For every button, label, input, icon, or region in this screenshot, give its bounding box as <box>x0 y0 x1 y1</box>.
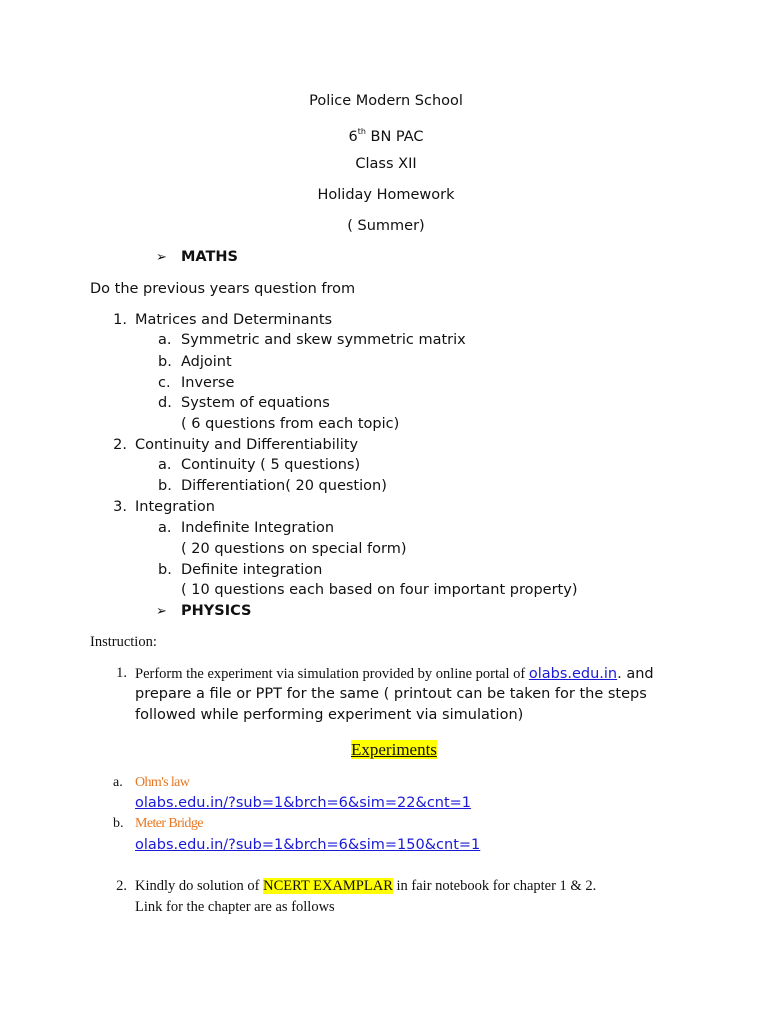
class-name: Class XII <box>355 156 417 172</box>
sub-letter: a. <box>158 520 172 536</box>
season-label: ( Summer) <box>347 218 425 234</box>
instruction-text: Kindly do solution of <box>135 878 264 894</box>
experiments-heading-text: Experiments <box>351 740 437 759</box>
instruction-1-line-2: prepare a file or PPT for the same ( printout can be taken for the steps <box>135 686 647 702</box>
subtopic: Inverse <box>181 375 235 391</box>
experiment-name: Ohm's law <box>135 775 190 790</box>
maths-heading: MATHS <box>181 249 238 265</box>
sub-letter: b. <box>158 562 172 578</box>
topic-title: Continuity and Differentiability <box>135 437 359 453</box>
battalion-number: 6 <box>348 128 358 145</box>
sub-letter: b. <box>158 354 172 370</box>
subtopic: System of equations <box>181 395 330 411</box>
instruction-text: Perform the experiment via simulation provided by online portal of <box>135 666 529 682</box>
topic-title: Matrices and Determinants <box>135 312 333 328</box>
school-name: Police Modern School <box>309 93 463 109</box>
instruction-text-suffix: in fair notebook for chapter 1 & 2. <box>392 878 597 894</box>
maths-intro: Do the previous years question from <box>90 281 356 297</box>
topic-title: Integration <box>135 499 215 515</box>
instruction-2-line-2: Link for the chapter are as follows <box>135 899 335 915</box>
instruction-label: Instruction: <box>90 634 157 650</box>
instruction-1-line-1 <box>135 663 654 684</box>
arrow-bullet-icon: ➢ <box>156 250 167 265</box>
instruction-1-line-3: followed while performing experiment via simulation) <box>135 707 524 723</box>
battalion <box>0 123 768 147</box>
battalion-superscript: th <box>357 127 366 136</box>
ncert-highlight: NCERT EXAMPLAR <box>263 878 393 894</box>
topic-note: ( 6 questions from each topic) <box>181 416 400 432</box>
subtopic: Indefinite Integration <box>181 520 335 536</box>
sub-letter: a. <box>113 775 123 790</box>
sub-letter: d. <box>158 395 172 411</box>
experiments-heading <box>351 740 437 760</box>
subtopic: Differentiation( 20 question) <box>181 478 387 494</box>
experiment-link[interactable]: olabs.edu.in/?sub=1&brch=6&sim=22&cnt=1 <box>135 795 472 811</box>
subtopic: Adjoint <box>181 354 232 370</box>
list-number: 1. <box>116 665 127 681</box>
sub-letter: a. <box>158 332 172 348</box>
sub-letter: a. <box>158 457 172 473</box>
olabs-link[interactable]: olabs.edu.in <box>528 666 618 682</box>
experiment-name: Meter Bridge <box>135 816 203 831</box>
list-number: 2. <box>113 437 127 453</box>
subtopic: Continuity ( 5 questions) <box>181 457 361 473</box>
topic-note: ( 10 questions each based on four important property) <box>181 582 578 598</box>
topic-note: ( 20 questions on special form) <box>181 541 407 557</box>
battalion-text: BN PAC <box>365 128 424 145</box>
page-title: Holiday Homework <box>317 187 455 203</box>
sub-letter: b. <box>158 478 172 494</box>
list-number: 2. <box>116 878 127 894</box>
list-number: 3. <box>113 499 127 515</box>
physics-heading: PHYSICS <box>181 603 252 619</box>
experiment-link[interactable]: olabs.edu.in/?sub=1&brch=6&sim=150&cnt=1 <box>135 837 481 853</box>
sub-letter: c. <box>158 375 171 391</box>
sub-letter: b. <box>113 816 124 831</box>
subtopic: Definite integration <box>181 562 323 578</box>
instruction-2-line-1 <box>135 878 596 895</box>
subtopic: Symmetric and skew symmetric matrix <box>181 332 466 348</box>
list-number: 1. <box>113 312 127 328</box>
arrow-bullet-icon: ➢ <box>156 604 167 619</box>
instruction-text-suffix: . and <box>617 666 654 682</box>
